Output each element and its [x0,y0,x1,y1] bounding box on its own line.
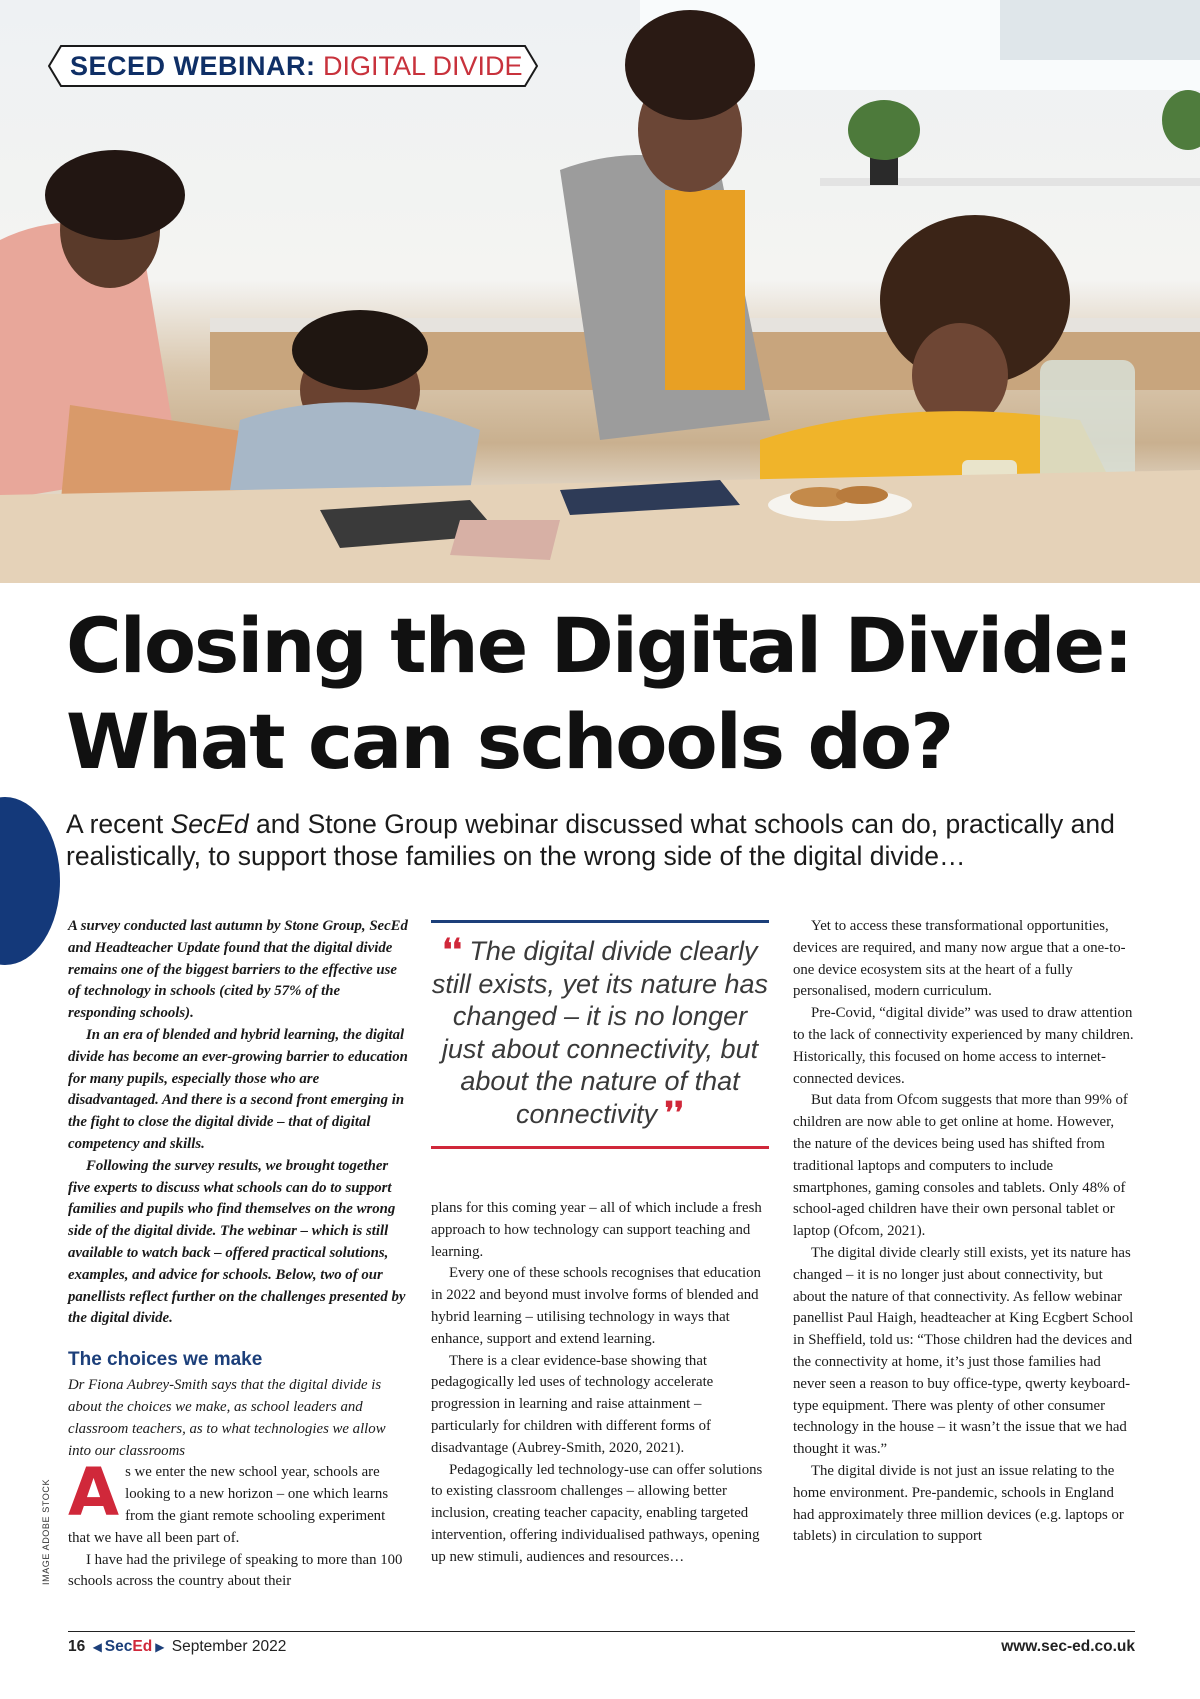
body-text: s we enter the new school year, schools are looking to a new horizon – one which learns from the giant remote schooling experiment that we have all been part of. [68,1464,389,1546]
open-quote-icon: ❛❛ [442,933,462,968]
intro-paragraph: In an era of blended and hybrid learning, the digital divide has become an ever-growing barrier to education for many pupils, especially those who are disadvantaged. And there is a second front emerging in the fight to close the digital divide – that of digital competency and skills. [68,1026,408,1152]
triangle-right-icon: ▶ [155,1640,165,1654]
website-link[interactable]: www.sec-ed.co.uk [1001,1638,1135,1655]
section-deck: Dr Fiona Aubrey-Smith says that the digital divide is about the choices we make, as school leaders and classroom teachers, as to what technologies we allow into our classrooms [68,1377,386,1459]
body-paragraph: The digital divide is not just an issue relating to the home environment. Pre-pandemic, schools in England had approximately three million devices (e.g. laptops or tablets) in circulation to support [793,1462,1124,1545]
decorative-blue-shape [0,797,60,965]
pull-quote [431,920,769,1149]
column-3 [793,916,1135,1548]
body-paragraph: The digital divide clearly still exists, yet its nature has changed – it is no longer just about connectivity, but about the nature of that connectivity. As fellow webinar panellist Paul Haigh, headteacher at King Ecgbert School in Sheffield, told us: “Those children had the devices and the connectivity at home, it’s just those families had never seen a reason to buy office-type, qwerty keyboard-type equipment. There was plenty of other consumer technology in the house – it wasn’t the issue that we had thought it was.” [793,1244,1134,1458]
standfirst-publication: SecEd [170,809,249,839]
standfirst-lead: A recent [66,809,171,839]
woman-hair [625,10,755,120]
close-quote-icon: ❜❜ [664,1095,684,1131]
body-paragraph [68,1454,408,1549]
section-heading: The choices we make [68,1349,263,1371]
hero-photo [0,0,1200,583]
title-line-2: What can schools do? [66,697,953,786]
intro-text [68,916,408,1330]
boy-shirt [230,402,480,490]
intro-paragraph: Following the survey results, we brought together five experts to discuss what schools can do to support families and pupils who find themselves on the wrong side of the digital divide. The webinar – which is still available to watch back – offered practical solutions, examples, and advice for schools. Below, two of our panellists reflect further on the challenges presented by the digital divide. [68,1157,406,1327]
banner-topic: DIGITAL DIVIDE [323,51,523,81]
body-paragraph: plans for this coming year – all of which include a fresh approach to how technology can support teaching and learning. [431,1200,762,1260]
article-body-start [68,1454,408,1593]
page-footer [68,1638,1135,1662]
standfirst-rest: and Stone Group webinar discussed what schools can do, practically and realistically, to support those families on the wrong side of the digital divide… [66,809,1115,871]
body-paragraph: Yet to access these transformational opportunities, devices are required, and many now argue that a one-to-one device ecosystem sits at the heart of a fully personalised, modern curriculum. [793,918,1126,1000]
page-number: 16 [68,1638,86,1655]
body-paragraph: There is a clear evidence-base showing that pedagogically led uses of technology accelerate progression in learning and raise attainment – particularly for children with different forms of disadvantage (Aubrey-Smith, 2020, 2021). [431,1352,714,1456]
pull-quote-text: The digital divide clearly still exists, yet its nature has changed – it is no longer just about connectivity, but about the nature of that connectivity [431,936,769,1129]
image-credit: IMAGE ADOBE STOCK [41,1478,51,1585]
body-paragraph: Pedagogically led technology-use can offer solutions to existing classroom challenges – allowing better inclusion, creating teacher capacity, enabling targeted intervention, offering individualised pathways, opening up new stimuli, audiences and resources… [431,1461,763,1565]
plant [848,100,920,160]
issue-date: September 2022 [171,1638,287,1655]
banner-series: SECED WEBINAR: [70,51,316,81]
intro-paragraph: A survey conducted last autumn by Stone Group, SecEd and Headteacher Update found that the digital divide remains one of the biggest barriers to the effective use of technology in schools (cited by 57% of the responding schools). [68,918,408,1022]
brand-logo: SecEd [104,1638,153,1655]
standfirst [66,808,1146,872]
section-banner [48,45,538,87]
footer-rule [68,1631,1135,1632]
title-line-1: Closing the Digital Divide: [66,601,1132,690]
body-paragraph: Every one of these schools recognises that education in 2022 and beyond must involve forms of blended and hybrid learning – utilising technology in ways that enhance, support and extend learning. [431,1265,761,1347]
body-paragraph: I have had the privilege of speaking to more than 100 schools across the country about their [68,1551,403,1590]
boy-hair [292,310,428,390]
column-2 [431,1198,769,1569]
body-paragraph: But data from Ofcom suggests that more than 99% of children are now able to get online at home. However, the nature of the devices being used has shifted from traditional laptops and computers to include smartphones, gaming consoles and tablets. Only 48% of school-aged children have their own personal tablet or laptop (Ofcom, 2021). [793,1092,1128,1240]
column-1 [68,916,408,1593]
family-study-illustration [0,0,1200,583]
drop-cap: A [68,1454,120,1532]
body-paragraph: Pre-Covid, “digital divide” was used to draw attention to the lack of connectivity experienced by many children. Historically, this focused on home access to internet-connected devices. [793,1005,1134,1087]
page-title [66,598,1156,790]
triangle-left-icon: ◀ [92,1640,102,1654]
